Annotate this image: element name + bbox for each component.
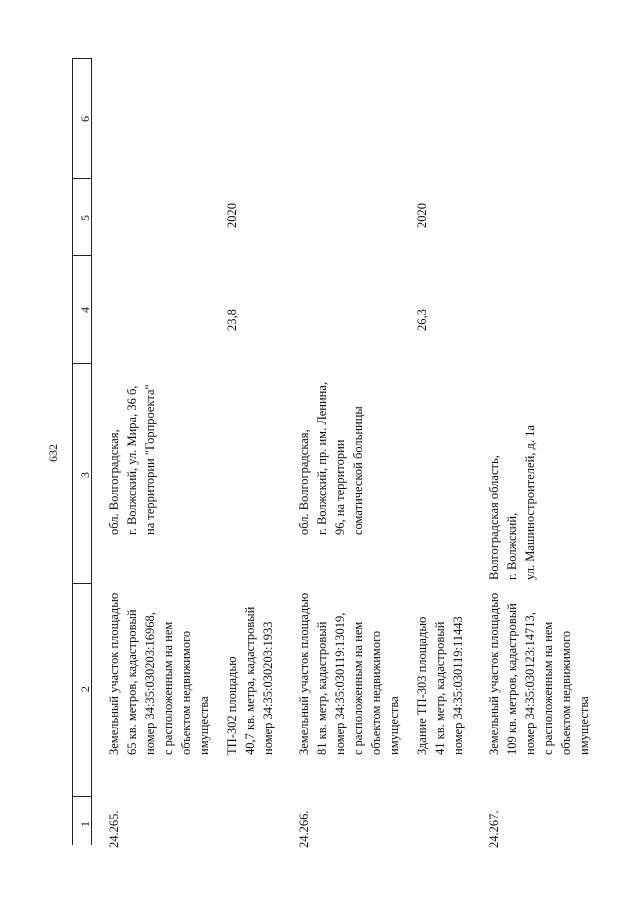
- object-description: Земельный участок площадью 65 кв. метров, кадастровый номер 34:35:030203:16968, с расположенным на нем объектом недвижимого имущества: [107, 592, 211, 755]
- object-description: Здание ТП-303 площадью 41 кв. метр, кадастровый номер 34:35:030119:11443: [415, 616, 465, 755]
- column-number-4: 4: [78, 307, 92, 313]
- table-header-rule: [91, 59, 92, 845]
- row-number: 24.266.: [297, 810, 311, 848]
- col-divider-5-6: [72, 178, 92, 179]
- col-divider-2-3: [72, 583, 92, 584]
- col-divider-3-4: [72, 363, 92, 364]
- column-number-3: 3: [78, 472, 92, 478]
- area-value: 26,3: [415, 309, 429, 331]
- row-number: 24.267.: [487, 810, 501, 848]
- area-value: 23,8: [225, 309, 239, 331]
- column-number-6: 6: [78, 116, 92, 122]
- year-value: 2020: [415, 203, 429, 228]
- object-description: ТП-302 площадью 40,7 кв. метра, кадастровый номер 34:35:030203:1933: [225, 606, 275, 755]
- table-top-rule: [72, 59, 73, 845]
- col-divider-4-5: [72, 255, 92, 256]
- row-number: 24.265.: [107, 810, 121, 848]
- object-description: Земельный участок площадью 81 кв. метр, кадастровый номер 34:35:030119:13019, с расположенным на нем объектом недвижимого имущества: [297, 592, 401, 755]
- table-right-rule: [72, 58, 92, 59]
- object-address: обл. Волгоградская, г. Волжский, ул. Мира, 36 б, на территории "Горпроекта": [107, 384, 157, 535]
- column-number-2: 2: [78, 686, 92, 692]
- col-divider-1-2: [72, 796, 92, 797]
- page-number: 632: [46, 444, 60, 462]
- object-description: Земельный участок площадью 109 кв. метров, кадастровый номер 34:35:030123:14713, с расположенным на нем объектом недвижимого имущества: [487, 592, 591, 755]
- object-address: Волгоградская область, г. Волжский, ул. Машиностроителей, д. 1а: [487, 425, 537, 580]
- column-number-1: 1: [78, 821, 92, 827]
- object-address: обл. Волгоградская, г. Волжский, пр. им. Ленина, 96, на территории соматической больницы: [297, 381, 365, 535]
- year-value: 2020: [225, 203, 239, 228]
- column-number-5: 5: [78, 215, 92, 221]
